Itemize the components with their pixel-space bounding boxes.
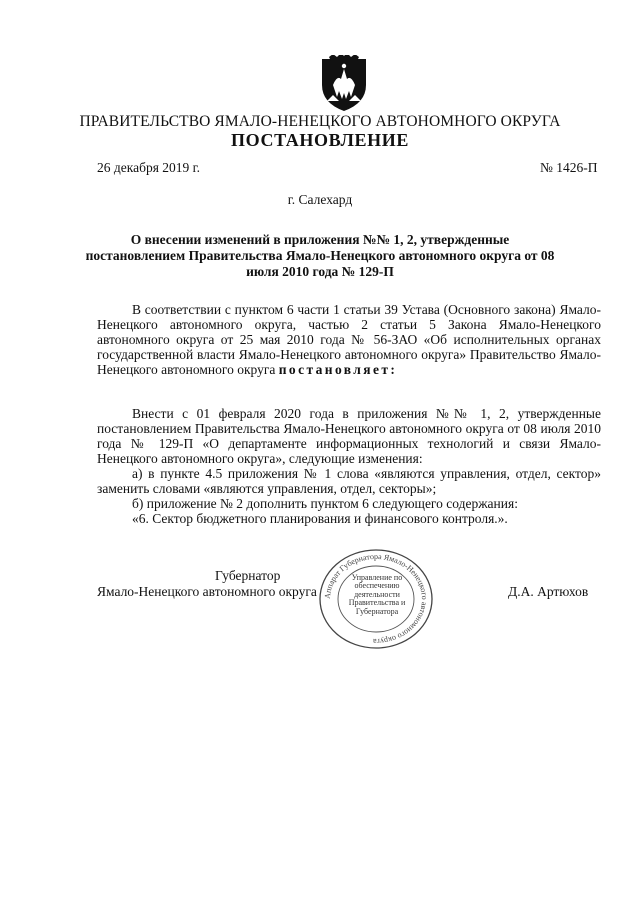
document-city: г. Салехард <box>287 192 353 207</box>
preamble-text: В соответствии с пунктом 6 части 1 статьи 39 Устава (Основного закона) Ямало-Ненецкого автономного округа, частью 2 статьи 5 Закона Ямало-Ненецкого автономного округа от 25 мая 2010 года № 56-ЗАО «Об исполнительных органах государственной власти Ямало-Ненецкого автономного округа» Правительство Ямало-Ненецкого автономного округа <box>97 302 601 377</box>
amendment-item-b: б) приложение № 2 дополнить пунктом 6 следующего содержания: <box>132 496 518 511</box>
stamp-inner-text: Управление по обеспечению деятельности Правительства и Губернатора <box>348 573 406 616</box>
coat-of-arms-icon <box>319 55 369 113</box>
amendment-item-c: «6. Сектор бюджетного планирования и финансового контроля.». <box>132 511 508 526</box>
signatory-position: Губернатор <box>215 568 281 583</box>
resolution-keyword: постановляет: <box>278 362 398 377</box>
document-type: ПОСТАНОВЛЕНИЕ <box>231 130 409 150</box>
preamble-paragraph <box>97 302 601 377</box>
document-number: № 1426-П <box>540 160 598 175</box>
signatory-name: Д.А. Артюхов <box>508 584 589 599</box>
stamp-outer-text: Аппарат Губернатора Ямало-Ненецкого автономного округа <box>322 551 430 647</box>
signatory-region: Ямало-Ненецкого автономного округа <box>97 584 317 599</box>
organization-name: ПРАВИТЕЛЬСТВО ЯМАЛО-НЕНЕЦКОГО АВТОНОМНОГО ОКРУГА <box>79 113 561 130</box>
document-title: О внесении изменений в приложения №№ 1, 2, утвержденные постановлением Правительства Ямало-Ненецкого автономного округа от 08 июля 2010 года № 129-П <box>85 232 555 279</box>
amendment-paragraph: Внести с 01 февраля 2020 года в приложения №№ 1, 2, утвержденные постановлением Правительства Ямало-Ненецкого автономного округа от 08 июля 2010 года № 129-П «О департаменте информационных технологий и связи Ямало-Ненецкого автономного округа», следующие изменения: <box>97 406 601 466</box>
amendment-item-a: а) в пункте 4.5 приложения № 1 слова «являются управления, отдел, сектор» заменить словами «являются управления, отдел, секторы»; <box>97 466 601 496</box>
document-date: 26 декабря 2019 г. <box>97 160 201 175</box>
